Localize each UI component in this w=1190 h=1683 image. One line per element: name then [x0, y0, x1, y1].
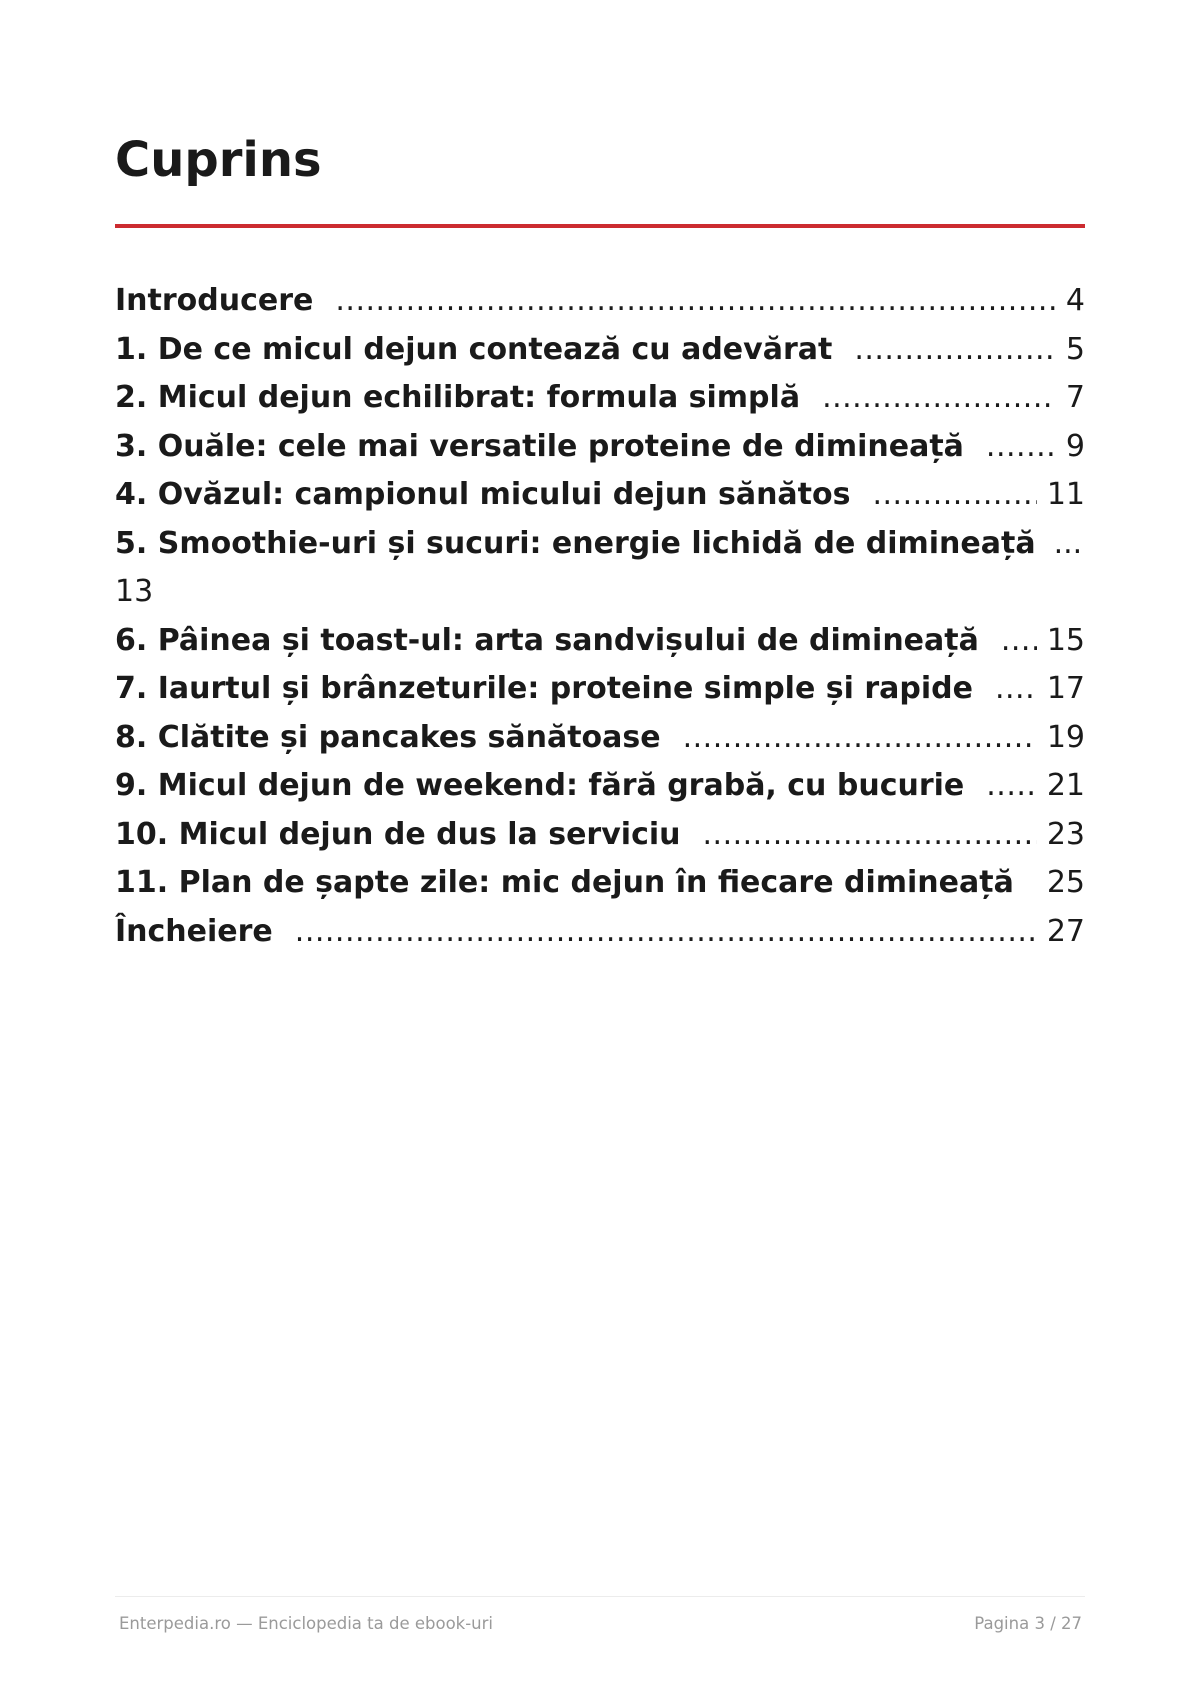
toc-entry-label: Încheiere	[115, 913, 273, 949]
toc-entry-page: 23	[1046, 816, 1085, 852]
toc-entry-chapter-8[interactable]	[115, 714, 1085, 763]
toc-leader-dots	[872, 471, 1036, 520]
toc-entry-chapter-7[interactable]	[115, 665, 1085, 714]
toc-entry-page: 5	[1065, 331, 1085, 367]
toc-entry-incheiere[interactable]	[115, 908, 1085, 957]
toc-entry-label: 4. Ovăzul: campionul micului dejun sănătos	[115, 477, 851, 512]
toc-entry-page: 9	[1065, 428, 1085, 464]
toc-leader-dots: ...	[1053, 525, 1083, 561]
toc-entry-page: 19	[1046, 719, 1085, 755]
footer-divider	[115, 1596, 1085, 1597]
toc-entry-page: 13	[115, 574, 154, 609]
toc-entry-page: 4	[1065, 283, 1085, 318]
toc-leader-dots	[822, 374, 1056, 423]
toc-leader-dots	[995, 665, 1037, 714]
title-divider	[115, 224, 1085, 228]
toc-entry-label: 2. Micul dejun echilibrat: formula simplă	[115, 380, 801, 415]
toc-entry-page: 21	[1046, 768, 1085, 803]
toc-entry-chapter-6[interactable]	[115, 617, 1085, 666]
toc-leader-dots	[1001, 617, 1037, 666]
toc-leader-dots	[703, 811, 1037, 860]
toc-leader-dots	[986, 423, 1056, 472]
toc-entry-label: 8. Clătite și pancakes sănătoase	[115, 719, 661, 755]
toc-leader-dots	[854, 326, 1056, 375]
toc-entry-label: 6. Pâinea și toast-ul: arta sandvișului de dimineață	[115, 622, 979, 658]
toc-entry-chapter-11[interactable]	[115, 859, 1085, 908]
toc-entry-label: 11. Plan de șapte zile: mic dejun în fiecare dimineață	[115, 865, 1014, 900]
toc-entry-page: 7	[1065, 380, 1085, 415]
toc-entry-page: 27	[1046, 913, 1085, 949]
toc-entry-label: 1. De ce micul dejun contează cu adevărat	[115, 331, 833, 367]
toc-entry-chapter-2[interactable]	[115, 374, 1085, 423]
toc-entry-page: 11	[1046, 477, 1085, 512]
footer-page-number: Pagina 3 / 27	[974, 1614, 1082, 1633]
toc-entry-label: 9. Micul dejun de weekend: fără grabă, cu bucurie	[115, 768, 965, 803]
toc-entry-chapter-3[interactable]	[115, 423, 1085, 472]
toc-entry-chapter-9[interactable]	[115, 762, 1085, 811]
toc-entry-page: 15	[1046, 622, 1085, 658]
table-of-contents	[115, 277, 1085, 956]
toc-entry-label: 10. Micul dejun de dus la serviciu	[115, 816, 681, 852]
toc-entry-label: 7. Iaurtul și brânzeturile: proteine simple și rapide	[115, 671, 973, 706]
toc-leader-dots	[335, 277, 1056, 326]
toc-entry-label: 3. Ouăle: cele mai versatile proteine de dimineață	[115, 428, 964, 464]
toc-entry-chapter-5[interactable]	[115, 520, 1085, 617]
toc-entry-label: Introducere	[115, 283, 314, 318]
page-title: Cuprins	[115, 132, 322, 188]
toc-entry-chapter-4[interactable]	[115, 471, 1085, 520]
toc-leader-dots	[986, 762, 1037, 811]
toc-entry-chapter-10[interactable]	[115, 811, 1085, 860]
toc-entry-page: 17	[1046, 671, 1085, 706]
toc-entry-chapter-1[interactable]	[115, 326, 1085, 375]
toc-entry-label: 5. Smoothie-uri și sucuri: energie lichidă de dimineață	[115, 525, 1036, 561]
toc-entry-page: 25	[1046, 865, 1085, 900]
footer-site-name: Enterpedia.ro — Enciclopedia ta de ebook-uri	[119, 1614, 494, 1633]
toc-leader-dots	[683, 714, 1037, 763]
toc-leader-dots	[295, 908, 1037, 957]
toc-entry-introducere[interactable]	[115, 277, 1085, 326]
